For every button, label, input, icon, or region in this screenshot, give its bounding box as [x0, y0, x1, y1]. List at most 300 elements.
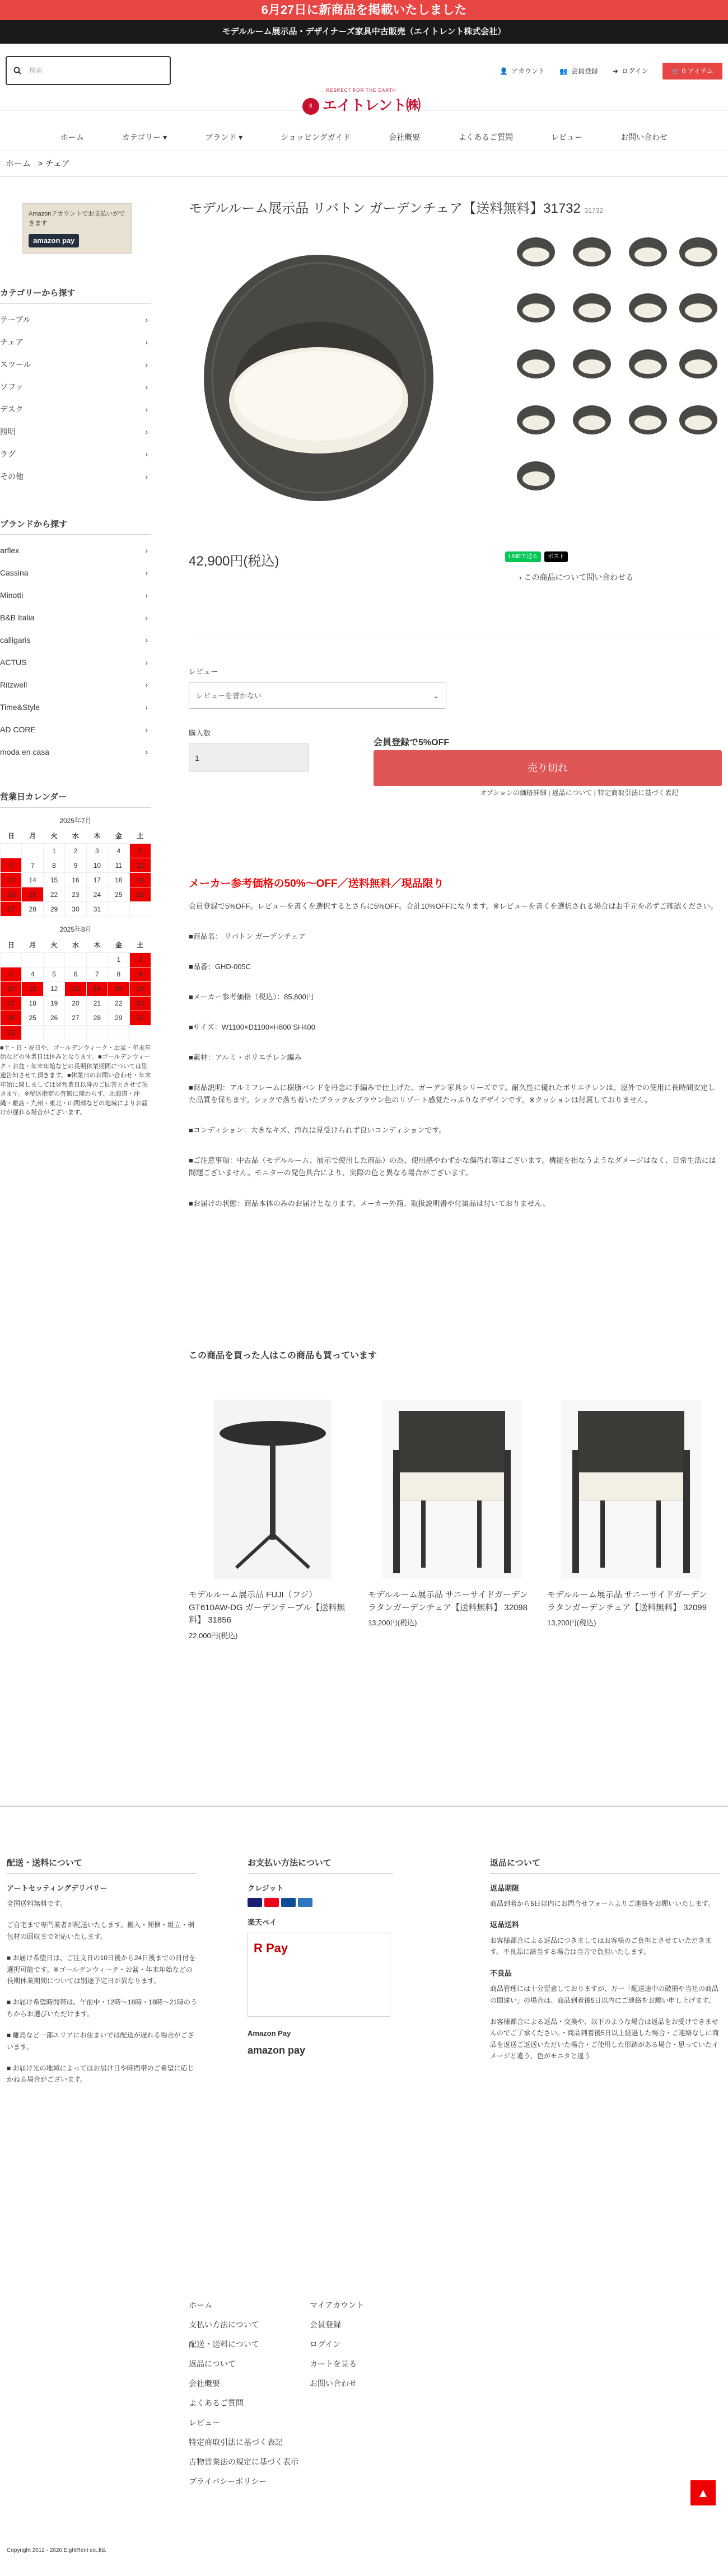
- category-label: 照明: [0, 427, 16, 436]
- calendar-day: 30: [129, 1011, 151, 1025]
- calendar-day: 21: [86, 996, 108, 1011]
- calendar-day: 15: [43, 873, 64, 887]
- description-paragraph: ■商品名： リバトン ガーデンチェア: [189, 932, 306, 941]
- calendar-day: 18: [22, 996, 43, 1011]
- footer-delivery-title: 配送・送料について: [7, 1857, 197, 1874]
- calendar-day: 22: [43, 887, 64, 902]
- weekday-label: 火: [50, 941, 58, 949]
- credit-cards: [248, 1898, 393, 1907]
- review-select-value: レビューを書かない: [196, 691, 262, 700]
- calendar-day: 4: [108, 844, 129, 858]
- calendar-day: 23: [65, 887, 86, 902]
- delivery-paragraph: ご自宅まで専門業者が配送いたします。搬入・開梱・組立・梱包材の回収まで対応いたします。: [7, 1921, 195, 1941]
- calendar-day: [65, 1025, 86, 1040]
- chevron-right-icon: ›: [145, 315, 148, 324]
- calendar-day: 31: [1, 1025, 22, 1040]
- calendar-day: 13: [65, 981, 86, 996]
- calendar-day: 27: [1, 902, 22, 917]
- description-paragraph: ■サイズ：W1100×D1100×H800 SH400: [189, 1022, 316, 1031]
- brand-label: Minotti: [0, 591, 24, 600]
- calendar-day: 10: [86, 858, 108, 873]
- calendar-day: 5: [129, 844, 151, 858]
- footer-link[interactable]: 古物営業法の規定に基づく表示: [189, 2457, 298, 2466]
- also-bought-title: この商品を買った人はこの商品も買っています: [189, 1351, 377, 1361]
- product-title: [189, 199, 722, 219]
- calendar-day: 2: [129, 952, 151, 967]
- product-thumbnail[interactable]: [626, 232, 670, 272]
- product-thumbnail[interactable]: [514, 344, 558, 384]
- register-icon: 👥: [559, 67, 568, 75]
- amazon-pay-logo: amazon pay: [29, 234, 79, 247]
- calendar-day: 17: [86, 873, 108, 887]
- description-paragraph: 会員登録で5%OFF。レビューを書くを選択するとさらに5%OFF。合計10%OFFになります。※レビューを書くを選択される場合はお手元を必ずご確認ください。: [189, 901, 718, 910]
- also-item-price: 13,200円(税込): [368, 1619, 417, 1627]
- delivery-paragraph: ■ 離島など一部エリアにお住まいでは配送が遅れる場合がございます。: [7, 2031, 194, 2051]
- footer-link[interactable]: よくあるご質問: [189, 2399, 244, 2407]
- category-label: テーブル: [0, 315, 31, 324]
- amazon-pay-text: Amazonアカウントでお支払いができます: [29, 211, 125, 227]
- line-share-button[interactable]: LINEで送る: [505, 551, 541, 562]
- sidebar-item-brand[interactable]: [0, 674, 151, 696]
- weekday-label: 土: [137, 832, 144, 840]
- footer-links-2: [310, 2296, 364, 2393]
- sidebar-item-category[interactable]: [0, 376, 151, 398]
- sidebar-item-brand[interactable]: [0, 741, 151, 763]
- calendar-day: [108, 1025, 129, 1040]
- calendar-day: 21: [22, 887, 43, 902]
- calendar-day: 8: [43, 858, 64, 873]
- category-label: その他: [0, 471, 24, 481]
- weekday-label: 月: [29, 941, 36, 949]
- weekday-label: 月: [29, 832, 36, 840]
- description-paragraph: ■ご注意事項：中古品（モデルルーム、展示で使用した商品）の為、使用感やわずかな傷汚れ等はございます。機能を損なうようなダメージはなく、日常生活には問題ございません。モニターの発色具合により、実際の色と異なる場合がございます。: [189, 1156, 716, 1177]
- calendar-day: [86, 1025, 108, 1040]
- description-headline: メーカー参考価格の50%〜OFF／送料無料／現品限り: [189, 878, 444, 890]
- category-label: チェア: [0, 337, 24, 347]
- calendar-day: 26: [43, 1011, 64, 1025]
- chevron-right-icon: ›: [145, 725, 148, 734]
- delivery-paragraph: ■ お届け希望時間帯は、午前中・12時〜18時・18時〜21時のうちからお選びいただけます。: [7, 1998, 197, 2018]
- product-main: [189, 199, 722, 1640]
- footer-payment-title: お支払い方法について: [248, 1857, 393, 1874]
- description-paragraph: ■品番：GHD-005C: [189, 962, 251, 971]
- chevron-right-icon: ›: [145, 337, 148, 347]
- calendar-day: 6: [1, 858, 22, 873]
- also-item[interactable]: [368, 1400, 530, 1629]
- sidebar-item-brand[interactable]: [0, 584, 151, 606]
- footer-returns: [490, 1857, 720, 2072]
- sidebar-item-brand[interactable]: [0, 539, 151, 562]
- footer-link[interactable]: マイアカウント: [310, 2301, 365, 2309]
- delivery-paragraph: ■ お届け先の地域によってはお届け日や時間帯のご希望に応じかねる場合がございます。: [7, 2064, 194, 2084]
- also-bought: [189, 1349, 722, 1640]
- calendar-day: 9: [65, 858, 86, 873]
- also-item-image[interactable]: [393, 1400, 511, 1579]
- chevron-right-icon: ›: [145, 449, 148, 459]
- calendar-day: 20: [65, 996, 86, 1011]
- also-item-price: 13,200円(税込): [547, 1619, 596, 1627]
- quantity-section: [189, 728, 309, 772]
- product-thumbnail[interactable]: [514, 400, 558, 440]
- also-item-name[interactable]: モデルルーム展示品 サニーサイドガーデン ラタンガーデンチェア【送料無料】 32098: [368, 1590, 528, 1612]
- calendar-day: [108, 902, 129, 917]
- return-period-text: 商品到着から5日以内にお問合せフォームよりご連絡をお願いいたします。: [490, 1900, 715, 1908]
- calendar-month-1: 2025年7月: [59, 816, 92, 825]
- chevron-right-icon: ›: [145, 703, 148, 712]
- chevron-right-icon: ›: [145, 471, 148, 481]
- calendar-day: 10: [1, 981, 22, 996]
- chevron-right-icon: ›: [145, 680, 148, 689]
- site-logo[interactable]: [288, 87, 434, 115]
- calendar-day: 23: [129, 996, 151, 1011]
- calendar-note: ■土・日・祝日や、ゴールデンウィーク・お盆・年末年始などの休業日は休みとなります。■ゴールデンウィーク・お盆・年末年始などの長期休業期間については別途告知させて頂きます。■休業日のお問い合わせ・年末年始に関しましては翌営業日以降のご回答とさせて頂きます。※配送指定の有無に関わらず、北海道・沖縄・離島・九州・東北・山間部などの地域によりお届けが遅れる場合がございます。: [0, 1044, 151, 1116]
- rakuten-pay-logo: R Pay: [254, 1941, 288, 1955]
- also-item-image[interactable]: [214, 1400, 332, 1579]
- chevron-right-icon: ›: [145, 591, 148, 600]
- register-label: 会員登録: [571, 67, 598, 75]
- calendar-day: [65, 952, 86, 967]
- user-icon: 👤: [500, 67, 508, 75]
- also-item-name[interactable]: モデルルーム展示品 FUJI（フジ） GT610AW-DG ガーデンテーブル【送料無料】 31856: [189, 1590, 346, 1625]
- chevron-right-icon: ›: [145, 359, 148, 369]
- category-title: カテゴリーから探す: [0, 287, 151, 304]
- chevron-down-icon: ⌄: [433, 691, 439, 700]
- member-discount: 会員登録で5%OFF: [374, 738, 450, 747]
- share-buttons: [505, 551, 568, 562]
- calendar-day: 6: [65, 967, 86, 981]
- calendar-day: 29: [43, 902, 64, 917]
- search-input[interactable]: [6, 56, 171, 85]
- calendar-day: 14: [86, 981, 108, 996]
- description-paragraph: ■メーカー参考価格（税込）：85,800円: [189, 992, 314, 1001]
- calendar-day: [22, 844, 43, 858]
- return-period-title: 返品期限: [490, 1883, 520, 1892]
- calendar-day: 3: [86, 844, 108, 858]
- brand-label: B&B Italia: [0, 613, 35, 622]
- calendar-day: [1, 952, 22, 967]
- defect-text: 商品管理には十分留意しておりますが、万一「配送途中の破損や当社の商品の間違い」の場合は、商品到着後5日以内にご連絡をお願い申し上げます。: [490, 1985, 719, 2004]
- footer-returns-title: 返品について: [490, 1857, 720, 1874]
- top-banner: 6月27日に新商品を掲載いたしました: [0, 0, 728, 20]
- header-links: [500, 63, 722, 80]
- chevron-right-icon: ›: [145, 382, 148, 391]
- login-link[interactable]: [613, 66, 648, 76]
- description-paragraph: ■お届けの状態：商品本体のみのお届けとなります。メーカー外箱、取扱説明書や付属品は付いておりません。: [189, 1199, 550, 1208]
- sidebar-item-brand[interactable]: [0, 651, 151, 674]
- review-section: [189, 666, 446, 709]
- footer-link[interactable]: 支払い方法について: [189, 2320, 259, 2329]
- nav-brand[interactable]: ブランド ▾: [205, 133, 243, 142]
- category-label: デスク: [0, 404, 24, 414]
- description-paragraph: ■商品説明：アルミフレームに樹脂バンドを丹念に手編みで仕上げた、ガーデン家具シリーズです。耐久性に優れたポリエチレンは、屋外での使用に長時間安定した品質を保ちます。シックで落ち着いたブラック＆ブラウン色のリゾート感覚たっぷりなデザインです。※クッションは付属しておりません。: [189, 1083, 716, 1105]
- cart-label: 0 アイテム: [682, 67, 713, 75]
- sidebar-item-brand[interactable]: [0, 696, 151, 718]
- brand-label: Cassina: [0, 568, 29, 577]
- calendar-day: 25: [22, 1011, 43, 1025]
- calendar-day: 4: [22, 967, 43, 981]
- sidebar-item-category[interactable]: [0, 420, 151, 443]
- calendar-day: 2: [65, 844, 86, 858]
- category-label: スツール: [0, 359, 31, 369]
- nav-contact[interactable]: お問い合わせ: [620, 133, 668, 142]
- footer-link[interactable]: カートを見る: [310, 2359, 357, 2368]
- search-placeholder: 検索: [29, 67, 43, 74]
- footer-link[interactable]: 会員登録: [310, 2320, 341, 2329]
- chevron-right-icon: ›: [145, 747, 148, 756]
- chevron-right-icon: ›: [145, 613, 148, 622]
- calendar-day: 9: [129, 967, 151, 981]
- product-thumbnail[interactable]: [676, 232, 721, 272]
- calendar-day: [43, 1025, 64, 1040]
- sidebar-item-category[interactable]: [0, 398, 151, 420]
- calendar-day: [22, 952, 43, 967]
- breadcrumb-current: > チェア: [38, 159, 71, 169]
- delivery-paragraph: ■ お届け希望日は、ご注文日の10日後から24日後までの日付を選択可能です。※ゴールデンウィーク・お盆・年末年始などの長期休業期間については別途予定日が異なります。: [7, 1954, 196, 1985]
- footer-link[interactable]: ログイン: [310, 2340, 341, 2349]
- sub-banner: モデルルーム展示品・デザイナーズ家具中古販売（エイトレント株式会社）: [0, 20, 728, 44]
- chevron-right-icon: ›: [145, 635, 148, 644]
- footer-link[interactable]: 配送・送料について: [189, 2340, 259, 2349]
- copyright: Copyright 2012 - 2020 EightRent co.,ltd.: [7, 2547, 106, 2554]
- footer-link[interactable]: 特定商取引法に基づく表記: [189, 2438, 283, 2447]
- sidebar-item-category[interactable]: [0, 465, 151, 488]
- inquiry-link[interactable]: › この商品について問い合わせる: [519, 573, 634, 582]
- main-nav: [0, 123, 728, 151]
- calendar-day: 7: [86, 967, 108, 981]
- sidebar-item-category[interactable]: [0, 353, 151, 376]
- account-link[interactable]: [500, 66, 545, 76]
- calendar-day: 11: [22, 981, 43, 996]
- brand-title: ブランドから探す: [0, 518, 151, 535]
- calendar-day: 14: [22, 873, 43, 887]
- footer-delivery-sub: アートセッティングデリバリー: [7, 1883, 108, 1892]
- product-thumbnail[interactable]: [570, 400, 614, 440]
- nav-home[interactable]: ホーム: [60, 133, 84, 142]
- calendar-day: 27: [65, 1011, 86, 1025]
- nav-faq[interactable]: よくあるご質問: [458, 133, 514, 142]
- rakuten-label: 楽天ペイ: [248, 1918, 277, 1927]
- return-shipping-title: 返品送料: [490, 1920, 520, 1929]
- sidebar-item-category[interactable]: [0, 331, 151, 353]
- nav-guide[interactable]: ショッピングガイド: [281, 133, 351, 142]
- footer-link[interactable]: 返品について: [189, 2359, 236, 2368]
- register-link[interactable]: [559, 66, 598, 76]
- calendar-day: 29: [108, 1011, 129, 1025]
- product-thumbnail[interactable]: [570, 344, 614, 384]
- product-thumbnail[interactable]: [676, 400, 721, 440]
- footer-link[interactable]: 会社概要: [189, 2379, 220, 2388]
- calendar-day: 13: [1, 873, 22, 887]
- return-conditions-text: お客様都合による返品・交換や、以下のような場合は返品をお受けできませんのでご了承ください。・商品到着後5日以上経過した場合・ご連絡なしに商品を返送ご返送いただいた場合・ご使用した形跡がある場合・思っていたイメージと違う、色がモニタと違う: [490, 2017, 719, 2060]
- header: [0, 44, 728, 114]
- calendar-day: 19: [43, 996, 64, 1011]
- return-shipping-text: お客様都合による返品につきましてはお客様のご負担とさせていただきます。不良品に該当する場合は当方で負担いたします。: [490, 1936, 712, 1956]
- sidebar-item-brand[interactable]: [0, 562, 151, 584]
- product-main-image[interactable]: [189, 232, 449, 515]
- amazon-pay-footer-logo: amazon pay: [248, 2045, 306, 2056]
- calendar-day: 20: [1, 887, 22, 902]
- search-icon: [13, 67, 21, 74]
- calendar-day: 19: [129, 873, 151, 887]
- calendar-day: 17: [1, 996, 22, 1011]
- rakuten-pay-banner: [248, 1933, 390, 2017]
- logo-name: エイトレント㈱: [322, 97, 421, 114]
- brand-label: Ritzwell: [0, 680, 27, 689]
- chevron-right-icon: ›: [145, 404, 148, 414]
- calendar-day: 7: [22, 858, 43, 873]
- brand-label: moda en casa: [0, 747, 49, 756]
- footer-link[interactable]: プライバシーポリシー: [189, 2477, 267, 2486]
- footer-payment: [248, 1857, 393, 2058]
- product-thumbnail[interactable]: [676, 344, 721, 384]
- footer-delivery: [7, 1857, 197, 2096]
- account-label: アカウント: [511, 67, 545, 75]
- category-label: ソファ: [0, 382, 24, 391]
- brand-label: arflex: [0, 546, 20, 555]
- product-thumbnail[interactable]: [676, 288, 721, 328]
- product-thumbnail[interactable]: [570, 232, 614, 272]
- chevron-right-icon: ›: [145, 546, 148, 555]
- product-thumbnail[interactable]: [514, 288, 558, 328]
- also-item-image[interactable]: [572, 1400, 690, 1579]
- calendar-day: 15: [108, 981, 129, 996]
- visa-icon: [248, 1898, 262, 1907]
- amazon-pay-banner[interactable]: [22, 203, 132, 254]
- x-share-button[interactable]: ポスト: [544, 551, 568, 562]
- calendar-day: [43, 952, 64, 967]
- brand-label: AD CORE: [0, 725, 36, 734]
- calendar-day: 30: [65, 902, 86, 917]
- category-label: ラグ: [0, 449, 16, 459]
- also-item-name[interactable]: モデルルーム展示品 サニーサイドガーデン ラタンガーデンチェア【送料無料】 32099: [547, 1590, 707, 1612]
- calendar-day: 28: [22, 902, 43, 917]
- calendar-day: 5: [43, 967, 64, 981]
- inquiry-label: この商品について問い合わせる: [524, 573, 634, 582]
- calendar-day: [1, 844, 22, 858]
- calendar-day: 31: [86, 902, 108, 917]
- product-sku: 31732: [584, 207, 603, 214]
- weekday-label: 火: [50, 832, 58, 840]
- footer-link[interactable]: ホーム: [189, 2301, 212, 2309]
- brand-label: Time&Style: [0, 703, 40, 712]
- weekday-label: 水: [72, 832, 79, 840]
- login-label: ログイン: [621, 67, 648, 75]
- product-thumbnail[interactable]: [626, 400, 670, 440]
- weekday-label: 日: [7, 941, 15, 949]
- brand-label: ACTUS: [0, 658, 27, 667]
- calendar-day: 11: [108, 858, 129, 873]
- footer-links-1: [189, 2296, 298, 2491]
- sidebar: [0, 199, 151, 1118]
- calendar-day: 24: [1, 1011, 22, 1025]
- calendar-day: 12: [129, 858, 151, 873]
- product-thumbnail[interactable]: [514, 232, 558, 272]
- calendar-day: 16: [129, 981, 151, 996]
- calendar-day: 22: [108, 996, 129, 1011]
- breadcrumb-home[interactable]: ホーム: [6, 159, 31, 169]
- cart-icon: 🛒: [671, 67, 682, 75]
- sidebar-item-brand[interactable]: [0, 718, 151, 741]
- weekday-label: 日: [7, 832, 15, 840]
- calendar-day: 1: [108, 952, 129, 967]
- defect-title: 不良品: [490, 1969, 512, 1977]
- product-thumbnail[interactable]: [514, 456, 558, 495]
- also-item-price: 22,000円(税込): [189, 1631, 238, 1640]
- review-label: レビュー: [189, 667, 218, 676]
- footer-link[interactable]: レビュー: [189, 2418, 220, 2427]
- calendar-day: 1: [43, 844, 64, 858]
- quantity-input[interactable]: 1: [189, 744, 309, 772]
- calendar-day: 12: [43, 981, 64, 996]
- sidebar-item-brand[interactable]: [0, 606, 151, 629]
- amex-icon: [298, 1898, 312, 1907]
- nav-company[interactable]: 会社概要: [389, 133, 421, 142]
- sidebar-item-brand[interactable]: [0, 629, 151, 651]
- calendar-day: 3: [1, 967, 22, 981]
- cart-button[interactable]: [662, 63, 722, 80]
- calendar-day: 28: [86, 1011, 108, 1025]
- calendar-day: 26: [129, 887, 151, 902]
- option-links[interactable]: オプションの価格詳細 | 返品について | 特定商取引法に基づく表記: [480, 789, 679, 797]
- weekday-label: 土: [137, 941, 144, 949]
- also-item[interactable]: [547, 1400, 710, 1629]
- product-thumbnail[interactable]: [626, 288, 670, 328]
- description-paragraph: ■コンディション：大きなキズ、汚れは見受けられず良いコンディションです。: [189, 1126, 446, 1135]
- calendar-day: [86, 952, 108, 967]
- nav-review[interactable]: レビュー: [551, 133, 583, 142]
- product-title-text: モデルルーム展示品 リバトン ガーデンチェア【送料無料】31732: [189, 201, 581, 216]
- back-to-top-button[interactable]: ▲: [690, 2480, 716, 2505]
- description-paragraph: ■素材：アルミ・ポリエチレン編み: [189, 1053, 302, 1062]
- sidebar-item-category[interactable]: [0, 443, 151, 465]
- calendar-title: 営業日カレンダー: [0, 791, 151, 808]
- sidebar-item-category[interactable]: [0, 308, 151, 331]
- credit-label: クレジット: [248, 1883, 284, 1892]
- footer: [0, 1806, 728, 2084]
- calendar-day: [129, 902, 151, 917]
- mastercard-icon: [264, 1898, 279, 1907]
- review-select[interactable]: [189, 682, 446, 709]
- calendar-day: 18: [108, 873, 129, 887]
- calendar-day: 8: [108, 967, 129, 981]
- product-thumbnail[interactable]: [626, 344, 670, 384]
- footer-link[interactable]: お問い合わせ: [310, 2379, 357, 2388]
- product-thumbnail[interactable]: [570, 288, 614, 328]
- also-item[interactable]: [189, 1400, 351, 1641]
- product-price: 42,900円(税込): [189, 554, 279, 569]
- weekday-label: 木: [94, 832, 101, 840]
- description: [189, 876, 722, 1228]
- logo-mark-icon: 8: [302, 98, 319, 115]
- calendar-month-2: 2025年8月: [59, 925, 92, 933]
- weekday-label: 木: [94, 941, 101, 949]
- login-icon: ➜: [612, 67, 618, 75]
- weekday-label: 金: [115, 941, 122, 949]
- chevron-right-icon: ›: [145, 427, 148, 436]
- sold-out-button[interactable]: 売り切れ: [374, 750, 722, 786]
- calendar-day: [22, 1025, 43, 1040]
- chevron-right-icon: ›: [145, 568, 148, 577]
- calendar-day: 24: [86, 887, 108, 902]
- breadcrumb: [0, 151, 728, 177]
- nav-category[interactable]: カテゴリー ▾: [122, 133, 167, 142]
- amazon-pay-label: Amazon Pay: [248, 2028, 291, 2037]
- chevron-right-icon: ›: [145, 658, 148, 667]
- logo-tagline: RESPECT FOR THE EARTH: [326, 88, 396, 93]
- brand-label: calligaris: [0, 635, 31, 644]
- weekday-label: 水: [72, 941, 79, 949]
- business-calendar: [0, 816, 151, 1040]
